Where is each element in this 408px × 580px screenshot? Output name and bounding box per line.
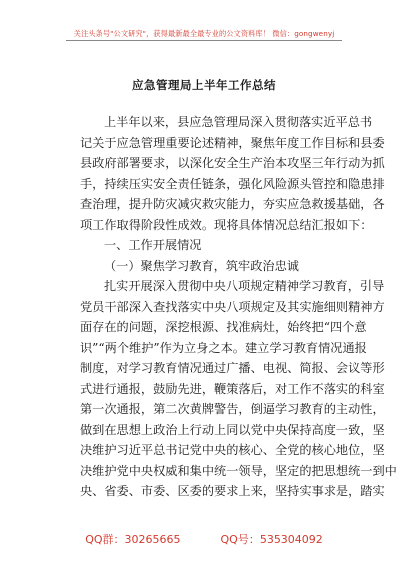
paragraph2-line: 第一次通报，第二次黄牌警告，倒逼学习教育的主动性， [80,402,385,416]
paragraph2-line: 识”“两个维护”作为立身之本。建立学习教育情况通报 [80,340,367,355]
paragraph2-line: 面存在的问题，深挖根源、找准病灶，始终把“四个意 [80,320,367,334]
header-promo-text: 关注头条号"公文研究"，获得最新最全最专业的公文资料库！ 微信：gongwenyj [73,29,335,38]
paragraph1-line: 上半年以来，县应急管理局深入贯彻落实近平总书 [104,115,373,129]
paragraph1-line: 记关于应急管理重要论述精神，聚焦年度工作目标和县委 [80,135,385,150]
paragraph2-line: 制度，对学习教育情况通过广播、电视、简报、会议等形 [80,361,385,375]
paragraph1-line: 查治理，提升防灾减灾救灾能力，夯实应急救援基础，各 [80,197,385,211]
paragraph2-line: 党员干部深入查找落实中央八项规定及其实施细则精神方 [80,299,385,314]
footer-qq-group: QQ群：30265665 [85,533,181,546]
footer-qq-number: QQ号：535304092 [220,533,323,546]
paragraph1-line: 手，持续压实安全责任链条，强化风险源头管控和隐患排 [80,176,385,191]
header-bar [0,0,408,40]
subsection-heading: （一）聚焦学习教育，筑牢政治忠诚 [104,258,299,273]
section-heading: 一、工作开展情况 [104,238,202,252]
paragraph2-line: 做到在思想上政治上行动上同以党中央保持高度一致，坚 [80,422,385,437]
paragraph2-line: 扎实开展深入贯彻中央八项规定精神学习教育，引导 [104,279,385,293]
document-title: 应急管理局上半年工作总结 [132,78,276,92]
paragraph1-line: 项工作取得阶段性成效。现将具体情况总结汇报如下： [80,217,373,232]
paragraph2-line: 央、省委、市委、区委的要求上来，坚持实事求是，踏实 [80,484,385,498]
paragraph2-line: 式进行通报，鼓励先进，鞭策落后，对工作不落实的科室 [80,381,385,396]
paragraph2-line: 决维护党中央权威和集中统一领导，坚定的把思想统一到中 [80,463,397,478]
document-body [80,112,397,502]
paragraph1-line: 县政府部署要求，以深化安全生产治本攻坚三年行动为抓 [80,156,385,170]
paragraph2-line: 决维护习近平总书记党中央的核心、全党的核心地位，坚 [80,443,385,457]
header-divider [66,40,342,41]
footer [0,531,408,547]
